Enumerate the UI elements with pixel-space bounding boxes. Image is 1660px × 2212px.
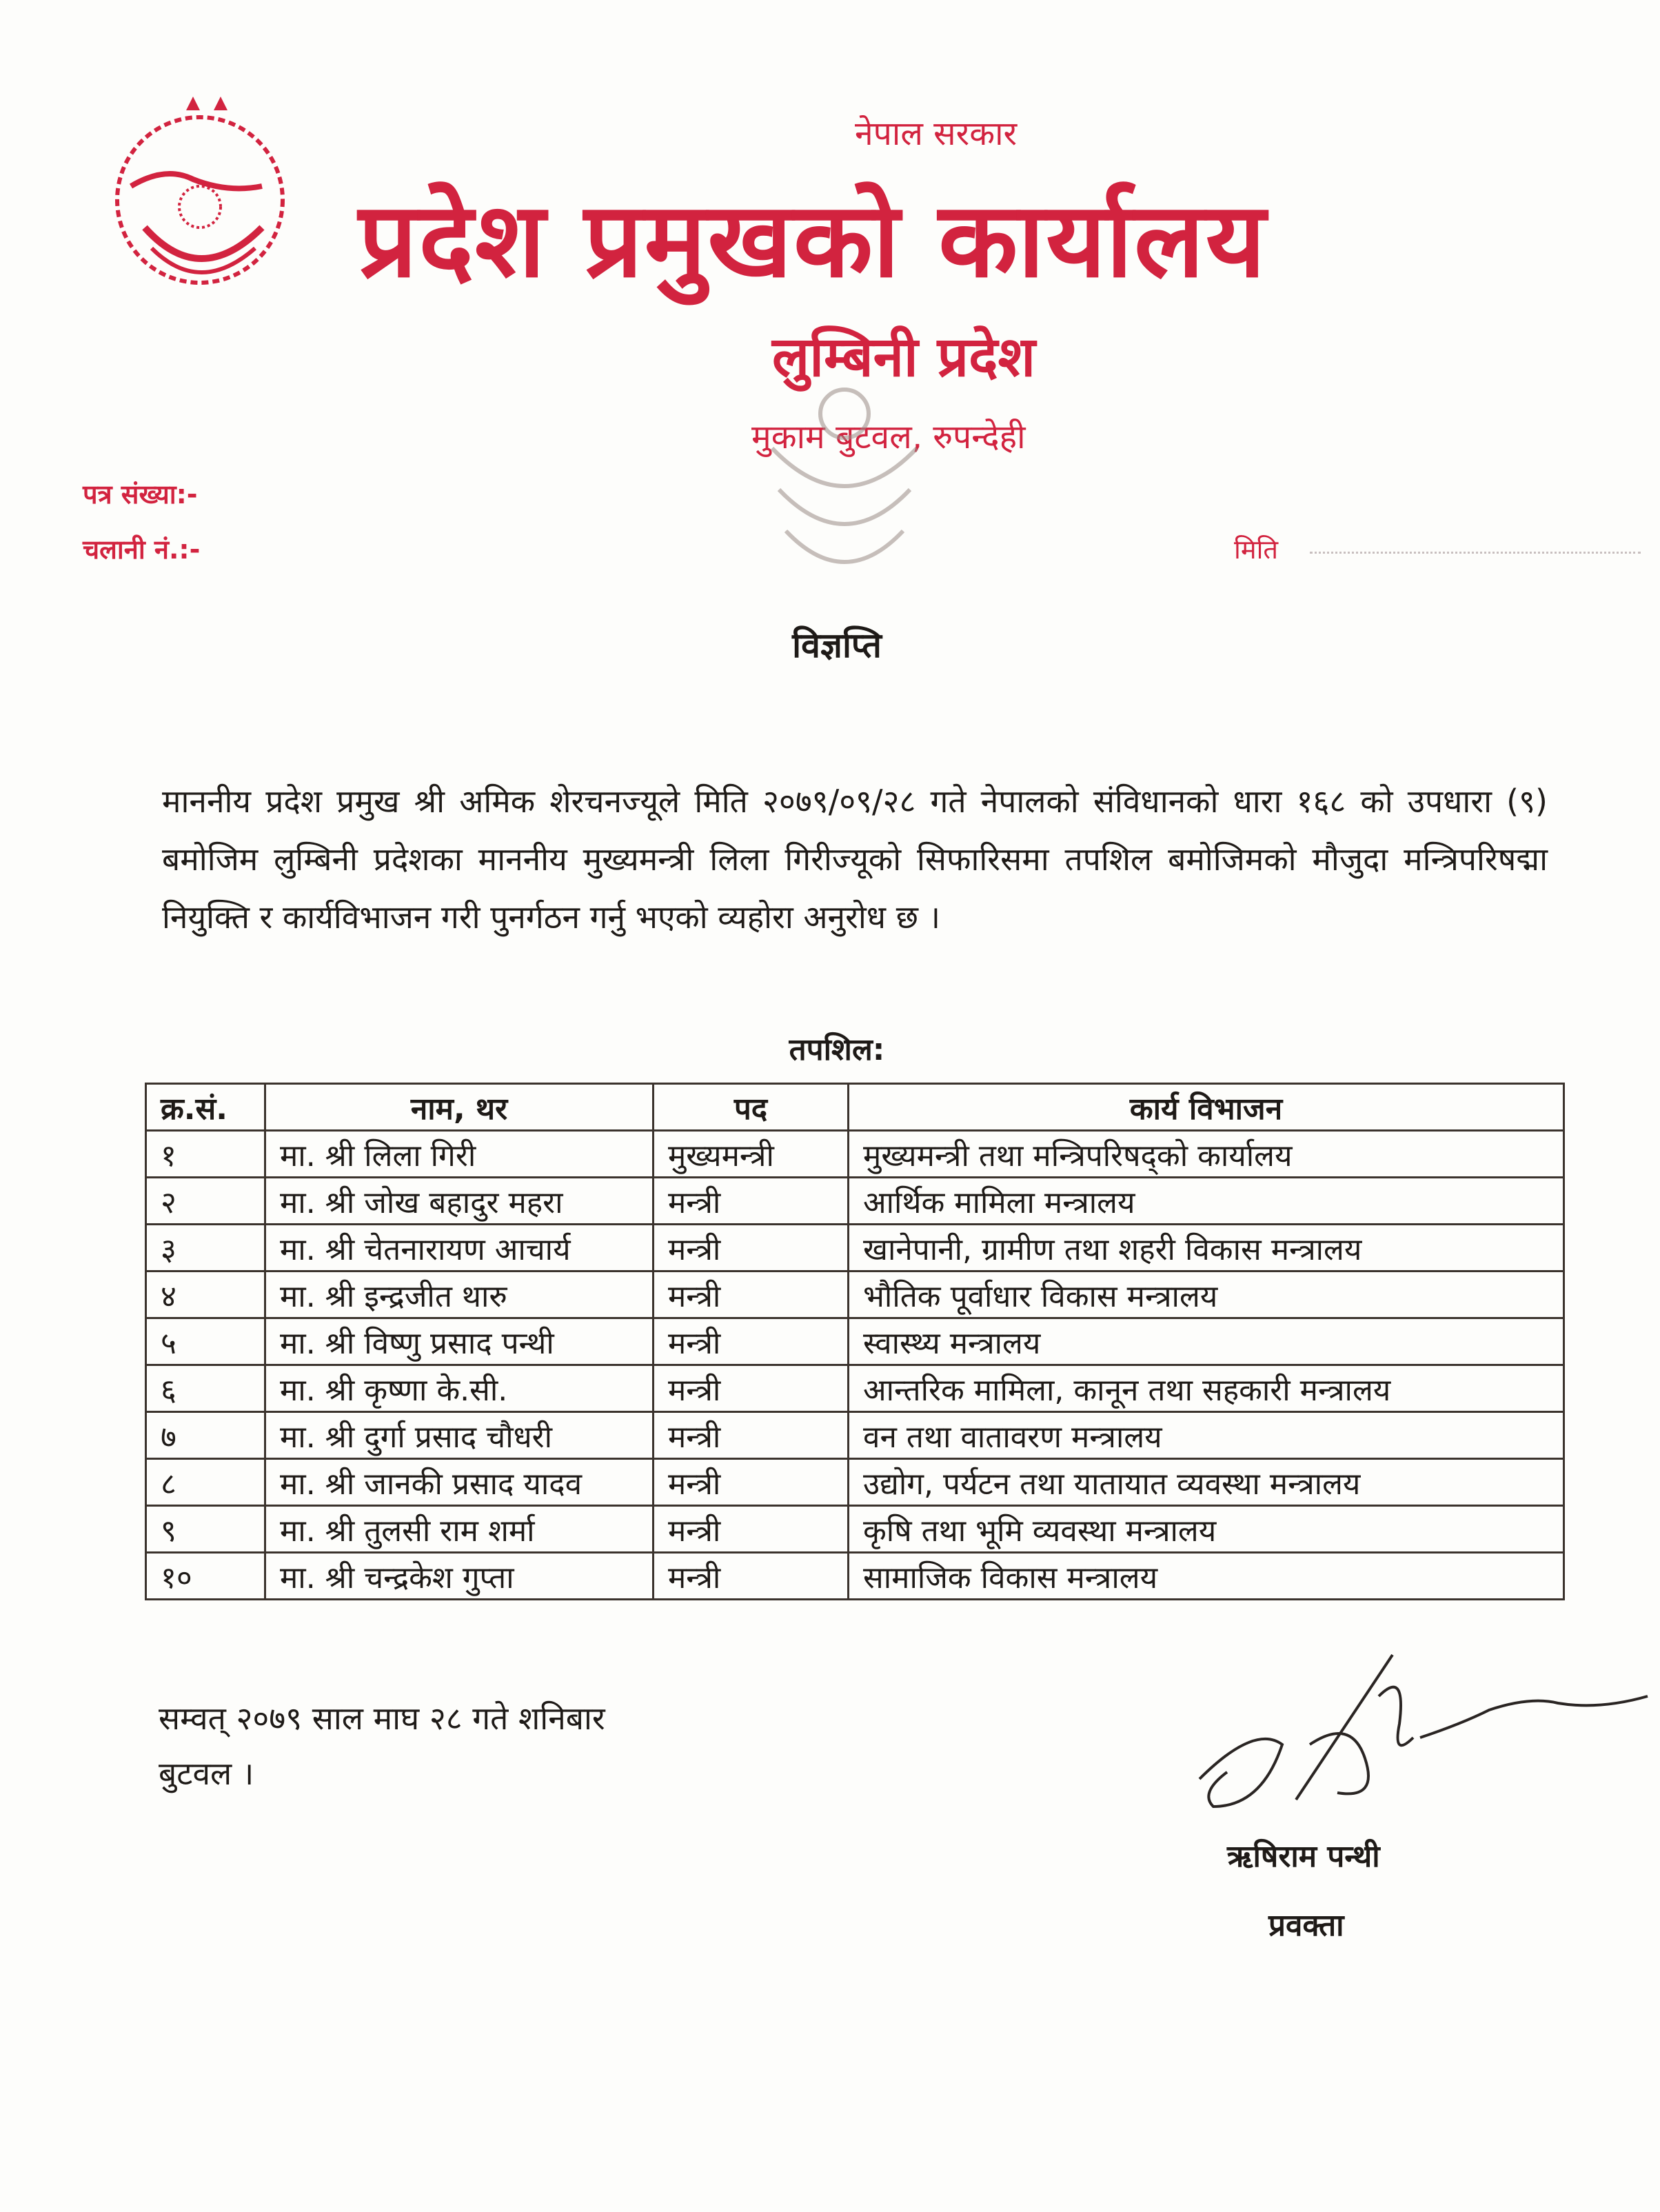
cell-portfolio: आर्थिक मामिला मन्त्रालय <box>849 1178 1564 1225</box>
cell-post: मुख्यमन्त्री <box>654 1131 849 1178</box>
cell-post: मन्त्री <box>654 1553 849 1600</box>
cell-name: मा. श्री चन्द्रकेश गुप्ता <box>265 1553 654 1600</box>
cell-name: मा. श्री इन्द्रजीत थारु <box>265 1271 654 1318</box>
cell-name: मा. श्री कृष्णा के.सी. <box>265 1365 654 1412</box>
cell-serial: ८ <box>146 1459 265 1506</box>
government-emblem-icon <box>90 90 310 296</box>
table-row <box>146 1178 1564 1225</box>
cell-name: मा. श्री लिला गिरी <box>265 1131 654 1178</box>
cell-post: मन्त्री <box>654 1412 849 1459</box>
issue-place: बुटवल । <box>159 1755 254 1792</box>
cell-portfolio: स्वास्थ्य मन्त्रालय <box>849 1318 1564 1365</box>
cell-serial: ४ <box>146 1271 265 1318</box>
table-row <box>146 1131 1564 1178</box>
table-row <box>146 1271 1564 1318</box>
cell-post: मन्त्री <box>654 1225 849 1271</box>
cell-serial: ७ <box>146 1412 265 1459</box>
cell-post: मन्त्री <box>654 1365 849 1412</box>
cell-portfolio: आन्तरिक मामिला, कानून तथा सहकारी मन्त्रालय <box>849 1365 1564 1412</box>
cell-portfolio: उद्योग, पर्यटन तथा यातायात व्यवस्था मन्त्रालय <box>849 1459 1564 1506</box>
province-name: लुम्बिनी प्रदेश <box>772 325 1036 389</box>
details-title: तपशिल: <box>789 1032 885 1067</box>
cell-name: मा. श्री जोख बहादुर महरा <box>265 1178 654 1225</box>
header-portfolio: कार्य विभाजन <box>849 1084 1564 1131</box>
header-name: नाम, थर <box>265 1084 654 1131</box>
cell-portfolio: मुख्यमन्त्री तथा मन्त्रिपरिषद्को कार्यालय <box>849 1131 1564 1178</box>
cell-name: मा. श्री जानकी प्रसाद यादव <box>265 1459 654 1506</box>
header-serial: क्र.सं. <box>146 1084 265 1131</box>
notice-title: विज्ञप्ति <box>792 625 882 665</box>
table-header-row <box>146 1084 1564 1131</box>
cell-serial: ५ <box>146 1318 265 1365</box>
office-stamp-icon <box>731 386 958 614</box>
cell-name: मा. श्री तुलसी राम शर्मा <box>265 1506 654 1553</box>
date-field <box>1310 552 1641 554</box>
cell-post: मन्त्री <box>654 1459 849 1506</box>
cell-portfolio: खानेपानी, ग्रामीण तथा शहरी विकास मन्त्रालय <box>849 1225 1564 1271</box>
cabinet-assignment-table <box>145 1083 1565 1600</box>
issue-date: सम्वत् २०७९ साल माघ २८ गते शनिबार <box>159 1700 605 1737</box>
cell-name: मा. श्री दुर्गा प्रसाद चौधरी <box>265 1412 654 1459</box>
dispatch-number-label: चलानी नं.:- <box>83 534 201 565</box>
cell-post: मन्त्री <box>654 1178 849 1225</box>
letter-number-label: पत्र संख्या:- <box>83 479 198 510</box>
notice-body: माननीय प्रदेश प्रमुख श्री अमिक शेरचनज्यूले मिति २०७९/०९/२८ गते नेपालको संविधानको धारा १६८ को उपधारा (९) बमोजिम लुम्बिनी प्रदेशका माननीय मुख्यमन्त्री लिला गिरीज्यूको सिफारिसमा तपशिल बमोजिमको मौजुदा मन्त्रिपरिषद्मा नियुक्ति र कार्यविभाजन गरी पुनर्गठन गर्नु भएको व्यहोरा अनुरोध छ । <box>162 783 1548 936</box>
cell-name: मा. श्री विष्णु प्रसाद पन्थी <box>265 1318 654 1365</box>
cell-name: मा. श्री चेतनारायण आचार्य <box>265 1225 654 1271</box>
cell-serial: २ <box>146 1178 265 1225</box>
table-row <box>146 1412 1564 1459</box>
cell-post: मन्त्री <box>654 1506 849 1553</box>
cell-serial: १ <box>146 1131 265 1178</box>
cell-portfolio: वन तथा वातावरण मन्त्रालय <box>849 1412 1564 1459</box>
date-label: मिति <box>1234 534 1279 565</box>
table-row <box>146 1365 1564 1412</box>
cell-serial: १० <box>146 1553 265 1600</box>
cell-post: मन्त्री <box>654 1318 849 1365</box>
cell-serial: ३ <box>146 1225 265 1271</box>
cell-post: मन्त्री <box>654 1271 849 1318</box>
signer-name: ऋषिराम पन्थी <box>1227 1839 1380 1874</box>
table-row <box>146 1459 1564 1506</box>
table-row <box>146 1318 1564 1365</box>
cell-portfolio: कृषि तथा भूमि व्यवस्था मन्त्रालय <box>849 1506 1564 1553</box>
table-row <box>146 1225 1564 1271</box>
headquarters-address: मुकाम बुटवल, रुपन्देही <box>751 418 1026 456</box>
table-row <box>146 1506 1564 1553</box>
table-row <box>146 1553 1564 1600</box>
signer-title: प्रवक्ता <box>1268 1908 1344 1943</box>
government-name: नेपाल सरकार <box>855 114 1018 153</box>
office-name: प्रदेश प्रमुखको कार्यालय <box>358 181 1267 301</box>
cell-serial: ९ <box>146 1506 265 1553</box>
header-post: पद <box>654 1084 849 1131</box>
cell-serial: ६ <box>146 1365 265 1412</box>
signature-icon <box>1172 1641 1654 1848</box>
cell-portfolio: सामाजिक विकास मन्त्रालय <box>849 1553 1564 1600</box>
cell-portfolio: भौतिक पूर्वाधार विकास मन्त्रालय <box>849 1271 1564 1318</box>
